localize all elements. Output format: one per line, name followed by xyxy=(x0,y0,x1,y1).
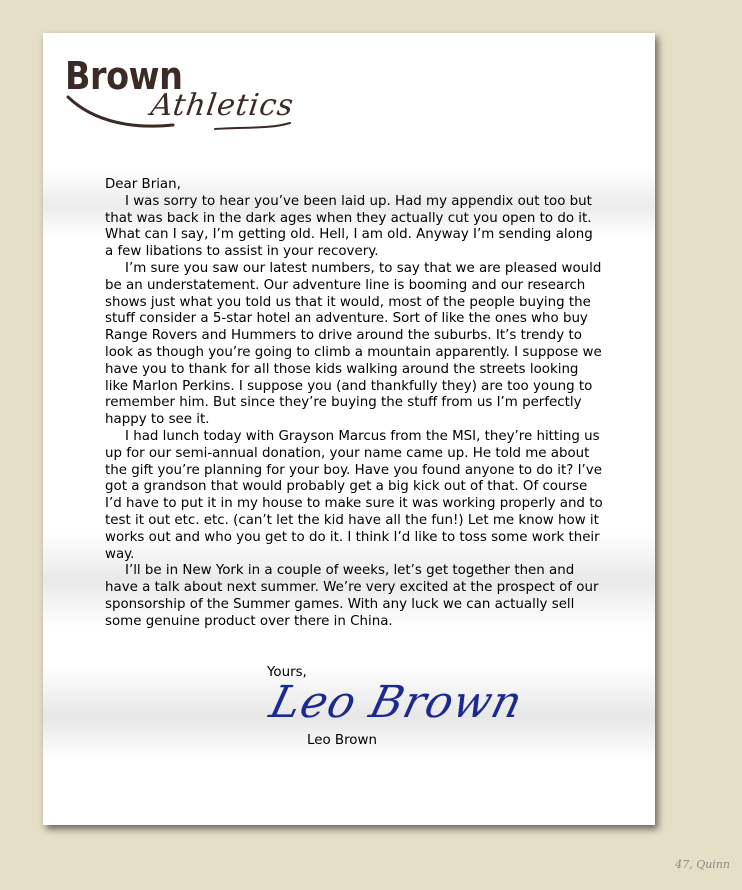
logo-brand-text: Brown xyxy=(65,54,183,98)
letter-paragraph: I’ll be in New York in a couple of weeks, let’s get together then and have a talk about next summer. We’re very excited at the prospect of our sponsorship of the Summer games. With any luck we can actually sell some genuine product over there in China. xyxy=(105,563,599,629)
logo-script-text: Athletics xyxy=(148,88,297,123)
letter-paragraph: I was sorry to hear you’ve been laid up. Had my appendix out too but that was back in the dark ages when they actually cut you open to do it. What can I say, I’m getting old. Hell, I am old. Anyway I’m sending along a few libations to assist in your recovery. xyxy=(105,193,593,260)
signer-name: Leo Brown xyxy=(307,733,377,748)
salutation: Dear Brian, xyxy=(105,177,181,192)
closing: Yours, xyxy=(267,665,307,680)
letter-page xyxy=(43,33,655,825)
brown-athletics-logo xyxy=(65,54,297,137)
letter-body xyxy=(105,177,605,631)
page-note: 47, Quinn xyxy=(675,858,730,871)
handwritten-signature: Leo Brown xyxy=(264,677,529,728)
letter-paragraph: I’m sure you saw our latest numbers, to say that we are pleased would be an understatement. Our adventure line is booming and our research shows just what you told us that it would, most of the people buying the stuff consider a 5-star hotel an adventure. Sort of like the ones who buy Range Rovers and Hummers to drive around the suburbs. It’s trendy to look as though you’re going to climb a mountain apparently. I suppose we have you to thank for all those kids walking around the streets looking like Marlon Perkins. I suppose you (and thankfully they) are too young to remember him. But since they’re buying the stuff from us I’m perfectly happy to see it. xyxy=(105,260,602,428)
letter-paragraph: I had lunch today with Grayson Marcus from the MSI, they’re hitting us up for our semi-annual donation, your name came up. He told me about the gift you’re planning for your boy. Have you found anyone to do it? I’ve got a grandson that would probably get a big kick out of that. Of course I’d have to put it in my house to make sure it was working properly and to test it out etc. etc. (can’t let the kid have all the fun!) Let me know how it works out and who you get to do it. I think I’d like to toss some work their way. xyxy=(105,428,603,562)
